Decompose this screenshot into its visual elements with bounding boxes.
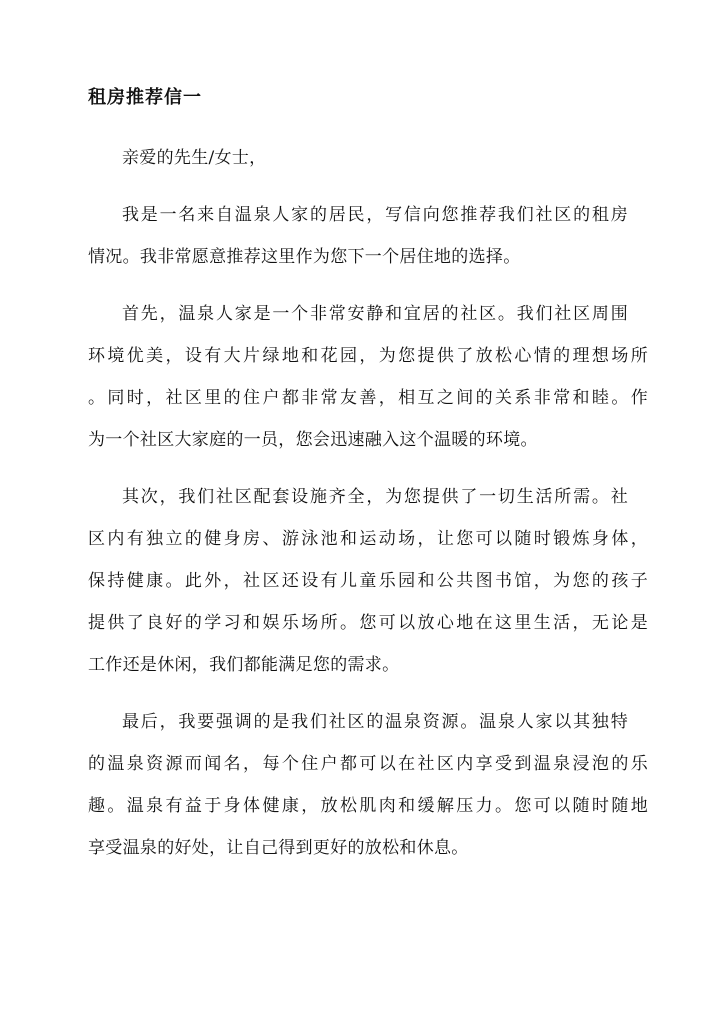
greeting-line: 亲爱的先生/女士， <box>122 148 267 168</box>
paragraph-4-line-2: 的温泉资源而闻名，每个住户都可以在社区内享受到温泉浸泡的乐 <box>88 754 648 774</box>
paragraph-3-line-5: 工作还是休闲，我们都能满足您的需求。 <box>88 655 400 675</box>
paragraph-2-line-1: 首先，温泉人家是一个非常安静和宜居的社区。我们社区周围 <box>122 304 628 324</box>
paragraph-2-line-2: 环境优美，设有大片绿地和花园，为您提供了放松心情的理想场所 <box>88 346 648 366</box>
paragraph-3-line-1: 其次，我们社区配套设施齐全，为您提供了一切生活所需。社 <box>122 487 628 507</box>
paragraph-4-line-3: 趣。温泉有益于身体健康，放松肌肉和缓解压力。您可以随时随地 <box>88 796 648 816</box>
paragraph-2-line-4: 为一个社区大家庭的一员，您会迅速融入这个温暖的环境。 <box>88 430 538 450</box>
paragraph-1-line-2: 情况。我非常愿意推荐这里作为您下一个居住地的选择。 <box>88 247 521 267</box>
paragraph-1-line-1: 我是一名来自温泉人家的居民，写信向您推荐我们社区的租房 <box>122 205 628 225</box>
document-title: 租房推荐信一 <box>88 87 202 108</box>
paragraph-3-line-2: 区内有独立的健身房、游泳池和运动场，让您可以随时锻炼身体， <box>88 529 648 549</box>
paragraph-3-line-3: 保持健康。此外，社区还设有儿童乐园和公共图书馆，为您的孩子 <box>88 571 648 591</box>
paragraph-4-line-4: 享受温泉的好处，让自己得到更好的放松和休息。 <box>88 838 469 858</box>
paragraph-4-line-1: 最后，我要强调的是我们社区的温泉资源。温泉人家以其独特 <box>122 712 628 732</box>
paragraph-2-line-3: 。同时，社区里的住户都非常友善，相互之间的关系非常和睦。作 <box>88 388 648 408</box>
paragraph-3-line-4: 提供了良好的学习和娱乐场所。您可以放心地在这里生活，无论是 <box>88 613 648 633</box>
